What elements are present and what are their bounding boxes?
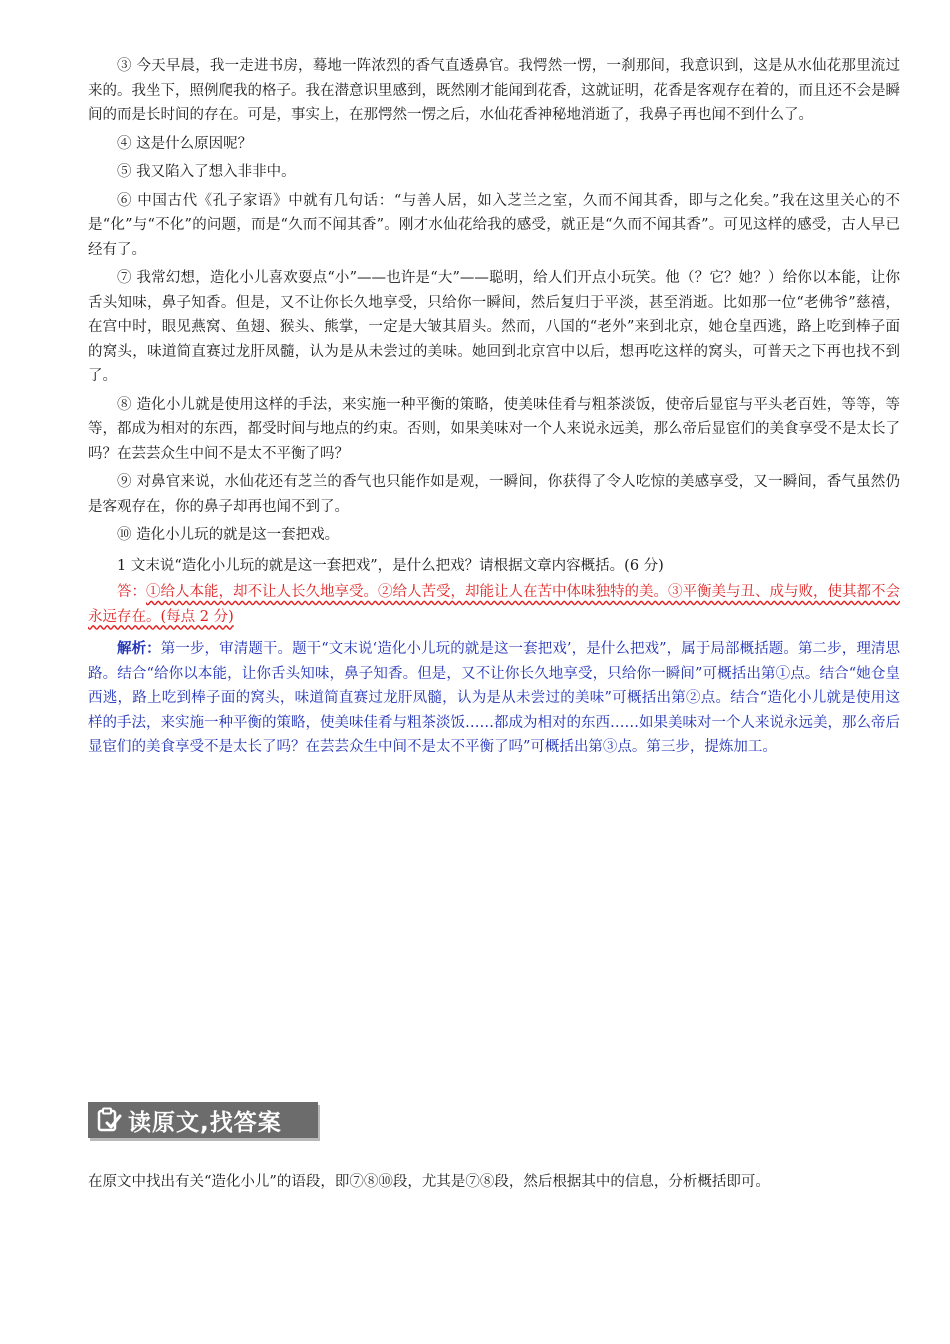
checklist-icon: [94, 1105, 124, 1135]
paragraph-5: ⑤ 我又陷入了想入非非中。: [117, 164, 296, 180]
paragraph-4: ④ 这是什么原因呢？: [117, 135, 253, 152]
paragraph-10: ⑩ 造化小儿玩的就是这一套把戏。: [117, 527, 340, 543]
question-text: 1 文末说“造化小儿玩的就是这一套把戏”，是什么把戏？请根据文章内容概括。(6 分): [117, 557, 664, 574]
paragraph-9: ⑨ 对鼻官来说，水仙花还有芝兰的香气也只能作如是观，一瞬间，你获得了令人吃惊的美感享受，又一瞬间，香气虽然仍是客观存在，你的鼻子却再也闻不到了。: [88, 474, 900, 515]
answer-label: 答：: [117, 584, 146, 600]
paragraph-7: ⑦ 我常幻想，造化小儿喜欢耍点“小”——也许是“大”——聪明，给人们开点小玩笑。他（？它？她？）给你以本能，让你舌头知味，鼻子知香。但是，又不让你长久地享受，只给你一瞬间，然后复归于平淡，甚至消逝。比如那一位“老佛爷”慈禧，在宫中时，眼见燕窝、鱼翅、猴头、熊掌，一定是大皱其眉头。然而，八国的“老外”来到北京，她仓皇西逃，路上吃到棒子面的窝头，味道简直赛过龙肝凤髓，认为是从未尝过的美味。她回到北京宫中以后，想再吃这样的窝头，可普天之下再也找不到了。: [88, 270, 900, 384]
analysis-label: 解析：: [117, 640, 161, 657]
answer-block: [88, 580, 900, 629]
paragraph-3: ③ 今天早晨，我一走进书房，蓦地一阵浓烈的香气直透鼻官。我愕然一愣，一刹那间，我意识到，这是从水仙花那里流过来的。我坐下，照例爬我的格子。我在潜意识里感到，既然刚才能闻到花香，这就证明，花香是客观存在着的，而且还不会是瞬间的而是长时间的存在。可是，事实上，在那愕然一愣之后，水仙花香神秘地消逝了，我鼻子再也闻不到什么了。: [88, 58, 900, 123]
analysis-text: 第一步，审清题干。题干“文末说‘造化小儿玩的就是这一套把戏’，是什么把戏”，属于局部概括题。第二步，理清思路。结合“给你以本能，让你舌头知味，鼻子知香。但是，又不让你长久地享受，只给你一瞬间”可概括出第①点。结合“她仓皇西逃，路上吃到棒子面的窝头，味道简直赛过龙肝凤髓，认为是从未尝过的美味”可概括出第②点。结合“造化小儿就是使用这样的手法，来实施一种平衡的策略，使美味佳肴与粗茶淡饭……都成为相对的东西……如果美味对一个人来说永远美，那么帝后显宦们的美食享受不是太长了吗？在芸芸众生中间不是太不平衡了吗”可概括出第③点。第三步，提炼加工。: [88, 641, 901, 755]
section-banner: [88, 1102, 318, 1138]
banner-title: 读原文,找答案: [128, 1109, 282, 1136]
footer-instruction: 在原文中找出有关“造化小儿”的语段，即⑦⑧⑩段，尤其是⑦⑧段，然后根据其中的信息，分析概括即可。: [88, 1173, 770, 1190]
paragraph-8: ⑧ 造化小儿就是使用这样的手法，来实施一种平衡的策略，使美味佳肴与粗茶淡饭，使帝后显宦与平头老百姓，等等，等等，都成为相对的东西，都受时间与地点的约束。否则，如果美味对一个人来说永远美，那么帝后显宦们的美食享受不是太长了吗？在芸芸众生中间不是太不平衡了吗？: [88, 396, 900, 462]
answer-text: ①给人本能，却不让人长久地享受。②给人苦受，却能让人在苦中体味独特的美。③平衡美与丑、成与败，使其都不会永远存在。(每点 2 分): [88, 584, 900, 625]
analysis-block: [88, 637, 900, 760]
article-content: [88, 54, 900, 760]
paragraph-6: ⑥ 中国古代《孔子家语》中就有几句话：“与善人居，如入芝兰之室，久而不闻其香，即与之化矣。”我在这里关心的不是“化”与“不化”的问题，而是“久而不闻其香”。刚才水仙花给我的感受，就正是“久而不闻其香”。可见这样的感受，古人早已经有了。: [88, 192, 900, 258]
